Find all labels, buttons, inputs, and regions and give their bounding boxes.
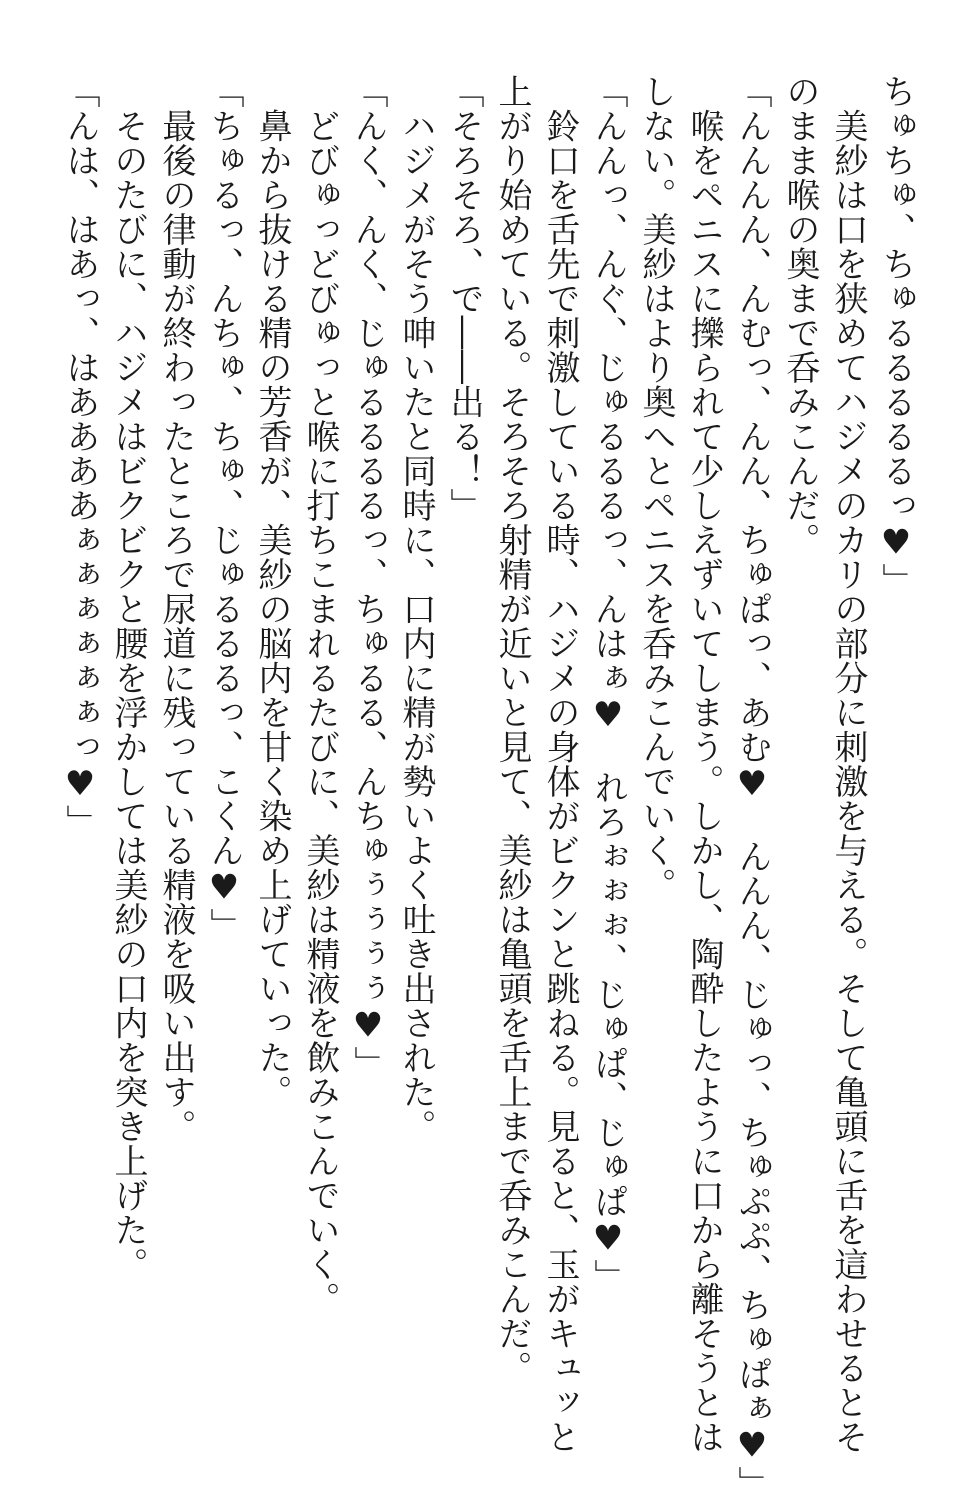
text-line: 最後の律動が終わったところで尿道に残っている精液を吸い出す。: [156, 74, 196, 1144]
text-line: 「んんんん、んむっ、んん、ちゅぱっ、あむ♥ んんん、じゅっ、ちゅぷぷ、ちゅぱぁ♥」: [732, 74, 772, 1501]
text-line: ちゅちゅ、ちゅるるるるるっ♥」: [876, 74, 916, 598]
text-line: しない。美紗はより奥へとペニスを呑みこんでいく。: [636, 74, 676, 902]
text-line: 上がり始めている。そろそろ射精が近いと見て、美紗は亀頭を舌上まで呑みこんだ。: [492, 74, 532, 1385]
text-line: 鼻から抜ける精の芳香が、美紗の脳内を甘く染め上げていった。: [252, 74, 292, 1109]
text-line: そのたびに、ハジメはビクビクと腰を浮かしては美紗の口内を突き上げた。: [108, 74, 148, 1282]
text-line: 「んは、はあっ、はああああぁぁぁぁぁぁっ♥」: [60, 74, 100, 839]
text-line: 「ちゅるっ、んちゅ、ちゅ、じゅるるるっ、こくん♥」: [204, 74, 244, 943]
text-line: 喉をペニスに擽られて少しえずいてしまう。しかし、陶酔したように口から離そうとは: [684, 74, 724, 1454]
text-line: のまま喉の奥まで呑みこんだ。: [780, 74, 820, 557]
text-line: 「んんっ、んぐ、じゅるるるっ、んはぁ♥ れろぉぉぉ、じゅぱ、じゅぱ♥」: [588, 74, 628, 1294]
text-line: ハジメがそう呻いたと同時に、口内に精が勢いよく吐き出された。: [396, 74, 436, 1144]
text-line: 美紗は口を狭めてハジメのカリの部分に刺激を与える。そして亀頭に舌を這わせるとそ: [828, 74, 868, 1454]
text-line: 「んく、んく、じゅるるるるっ、ちゅるる、んちゅぅぅぅぅ♥」: [348, 74, 388, 1081]
text-line: どびゅっどびゅっと喉に打ちこまれるたびに、美紗は精液を飲みこんでいく。: [300, 74, 340, 1316]
text-line: 鈴口を舌先で刺激している時、ハジメの身体がビクンと跳ねる。見ると、玉がキュッと: [540, 74, 580, 1454]
text-line: 「そろそろ、で――出る！」: [444, 74, 484, 523]
